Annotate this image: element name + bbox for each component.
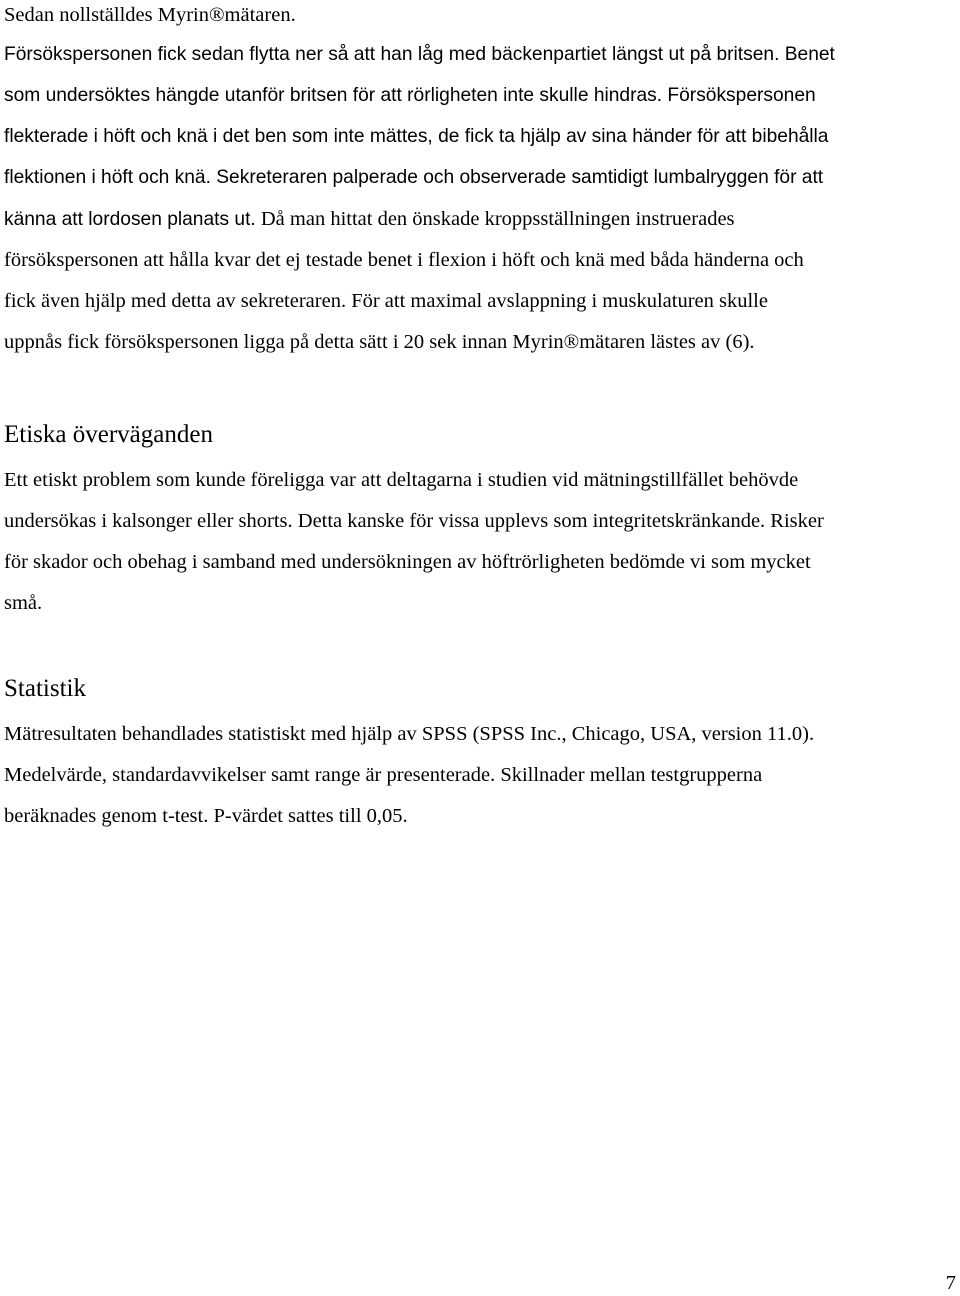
text-line: försökspersonen att hålla kvar det ej testade benet i flexion i höft och knä med båda händerna och [4, 249, 804, 271]
text-segment: känna att lordosen planats ut. [4, 209, 256, 230]
section-heading: Etiska överväganden [4, 421, 213, 448]
text-segment: För att maximal avslappning i muskulaturen skulle [351, 290, 768, 312]
section-heading: Statistik [4, 675, 86, 702]
text-line-mixed [4, 206, 735, 233]
text-line: Medelvärde, standardavvikelser samt range är presenterade. Skillnader mellan testgrupperna [4, 764, 763, 786]
text-line: flektionen i höft och knä. Sekreteraren palperade och observerade samtidigt lumbalryggen för att [4, 167, 824, 188]
text-line: för skador och obehag i samband med undersökningen av höftrörligheten bedömde vi som mycket [4, 551, 811, 573]
text-line: som undersöktes hängde utanför britsen för att rörligheten inte skulle hindras. Försökspersonen [4, 85, 816, 106]
text-line: uppnås fick försökspersonen ligga på detta sätt i 20 sek innan Myrin®mätaren lästes av (6). [4, 331, 755, 353]
text-line: Mätresultaten behandlades statistiskt med hjälp av SPSS (SPSS Inc., Chicago, USA, version 11.0). [4, 723, 815, 745]
text-line: beräknades genom t-test. P-värdet sattes till 0,05. [4, 805, 408, 827]
text-line: flekterade i höft och knä i det ben som inte mättes, de fick ta hjälp av sina händer för att bibehålla [4, 126, 829, 147]
text-line: Sedan nollställdes Myrin®mätaren. [4, 4, 296, 26]
text-line: Försökspersonen fick sedan flytta ner så att han låg med bäckenpartiet längst ut på britsen. Benet [4, 44, 835, 65]
text-line: Ett etiskt problem som kunde föreligga var att deltagarna i studien vid mätningstillfället behövde [4, 469, 799, 491]
text-line-mixed [4, 288, 768, 314]
page-number: 7 [945, 1272, 956, 1294]
text-line: små. [4, 592, 43, 614]
text-line: undersökas i kalsonger eller shorts. Detta kanske för vissa upplevs som integritetskränkande. Risker [4, 510, 824, 532]
text-segment: fick även hjälp med detta av sekreteraren. [4, 290, 347, 312]
text-segment: Då man hittat den önskade kroppsställningen instruerades [260, 208, 735, 230]
